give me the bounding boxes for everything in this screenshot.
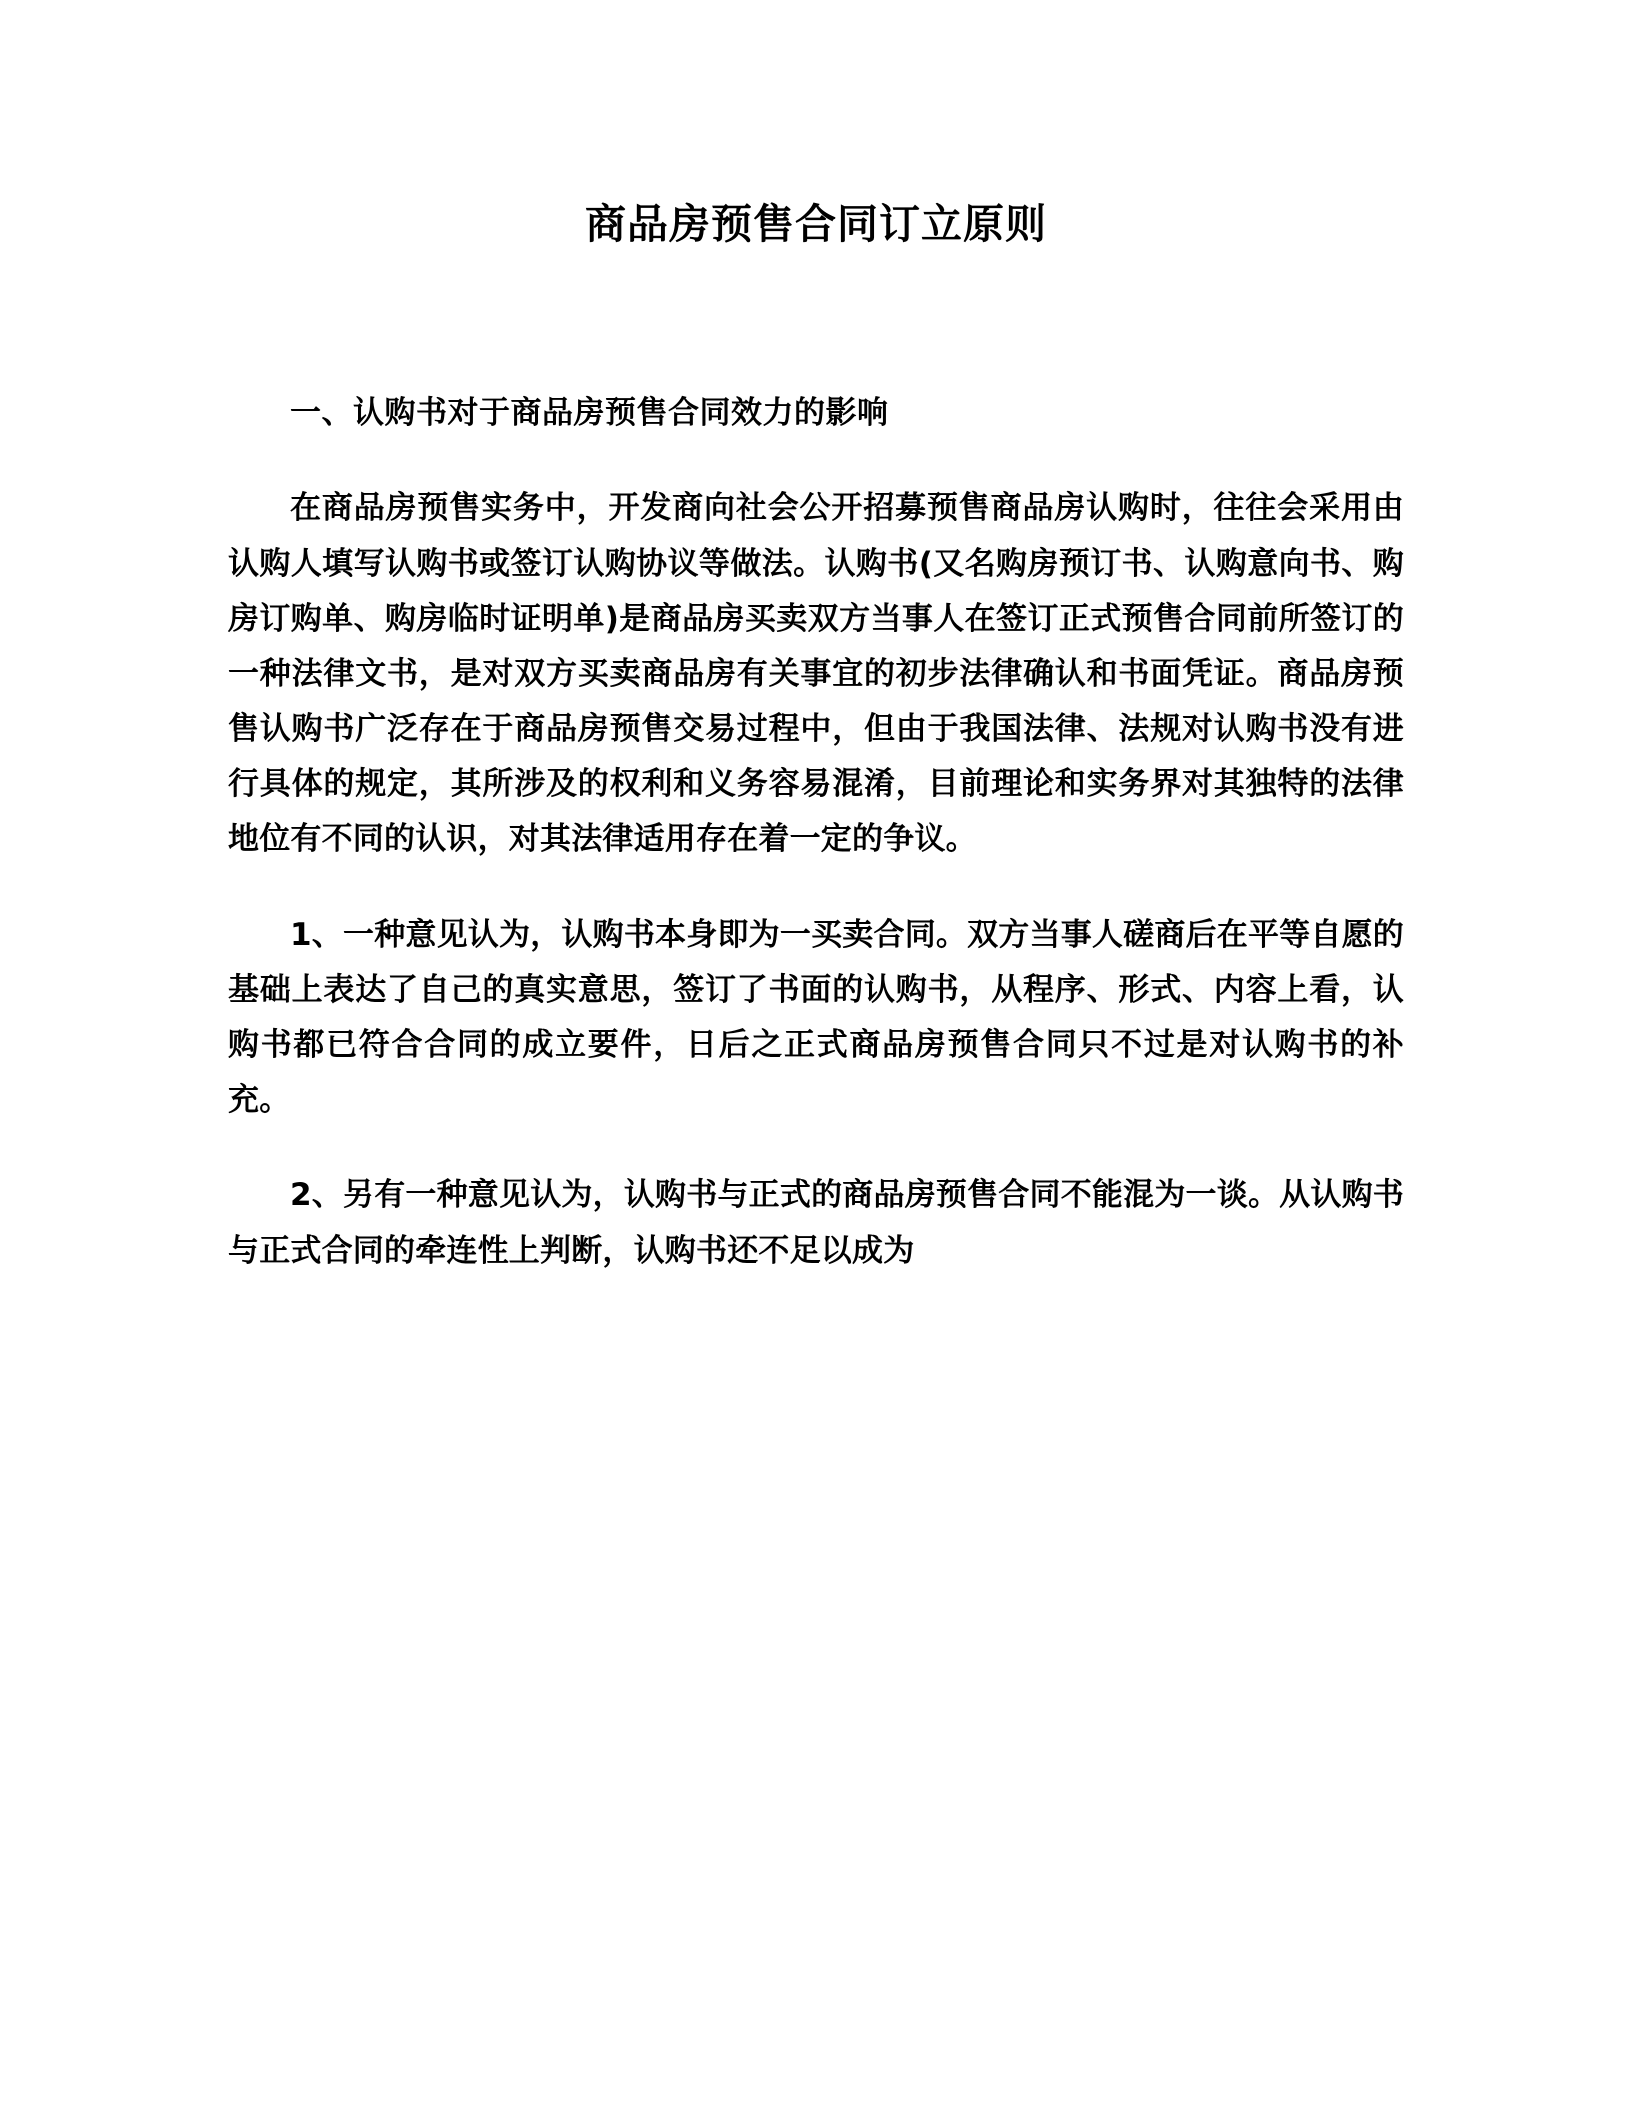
paragraph: 1、一种意见认为，认购书本身即为一买卖合同。双方当事人磋商后在平等自愿的基础上表达了自己的真实意思，签订了书面的认购书，从程序、形式、内容上看，认购书都已符合合同的成立要件，日后之正式商品房预售合同只不过是对认购书的补充。 xyxy=(228,916,1404,1119)
document-body xyxy=(228,389,1404,1278)
section-heading: 一、认购书对于商品房预售合同效力的影响 xyxy=(290,395,889,432)
paragraph: 2、另有一种意见认为，认购书与正式的商品房预售合同不能混为一谈。从认购书与正式合同的牵连性上判断，认购书还不足以成为 xyxy=(228,1177,1404,1269)
page-title: 商品房预售合同订立原则 xyxy=(585,200,1047,248)
paragraph: 在商品房预售实务中，开发商向社会公开招募预售商品房认购时，往往会采用由认购人填写认购书或签订认购协议等做法。认购书(又名购房预订书、认购意向书、购房订购单、购房临时证明单)是商品房买卖双方当事人在签订正式预售合同前所签订的一种法律文书，是对双方买卖商品房有关事宜的初步法律确认和书面凭证。商品房预售认购书广泛存在于商品房预售交易过程中，但由于我国法律、法规对认购书没有进行具体的规定，其所涉及的权利和义务容易混淆，目前理论和实务界对其独特的法律地位有不同的认识，对其法律适用存在着一定的争议。 xyxy=(228,490,1404,858)
